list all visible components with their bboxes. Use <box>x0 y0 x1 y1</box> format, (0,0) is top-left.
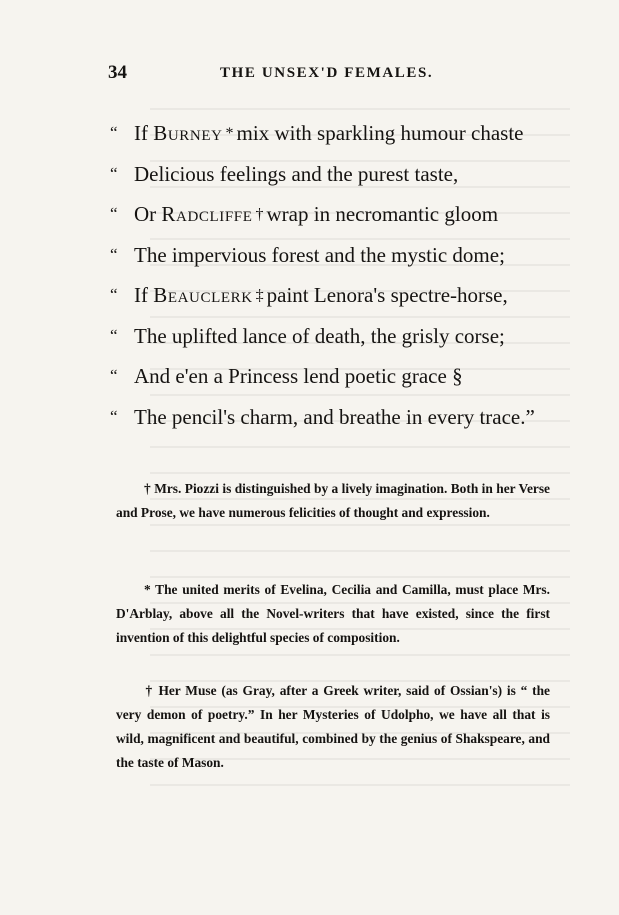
quote-mark: “ <box>110 366 118 385</box>
verse-line <box>110 405 570 446</box>
verse-text: Or Radcliffe † wrap in necromantic gloom <box>134 202 499 226</box>
footnote <box>116 679 550 775</box>
poet-name: Beauclerk <box>153 283 253 307</box>
quote-mark: “ <box>110 123 118 142</box>
verse-text: And e'en a Princess lend poetic grace § <box>134 364 463 388</box>
footnote-mark: † <box>144 683 154 698</box>
footnote-text: Mrs. Piozzi is distinguished by a lively imagination. Both in her Verse and Prose, we have numerous felicities of thought and expression. <box>116 481 550 520</box>
quote-mark: “ <box>110 244 118 264</box>
footnote <box>116 578 550 650</box>
verse-text: Delicious feelings and the purest taste, <box>134 161 459 186</box>
verse-text: The impervious forest and the mystic dome; <box>134 242 505 267</box>
verse-line <box>110 243 570 284</box>
footnote-text: Her Muse (as Gray, after a Greek writer, said of Ossian's) is “ the very demon of poetry.” In her Mysteries of Udolpho, we have all that is wild, magnificent and beautiful, combined by the genius of Shakspeare, and the taste of Mason. <box>116 683 550 770</box>
footnote-mark: ‡ <box>255 287 264 304</box>
verse-line <box>110 324 570 365</box>
poet-name: Radcliffe <box>161 202 253 226</box>
footnote-mark: † <box>255 206 264 223</box>
page-header <box>108 62 528 88</box>
verse-line <box>110 202 570 243</box>
quote-mark: “ <box>110 163 118 183</box>
footnote-mark: * <box>225 125 234 142</box>
quote-mark: “ <box>110 325 118 345</box>
poet-name: Burney <box>153 121 223 145</box>
verse-text: The pencil's charm, and breathe in every trace.” <box>134 404 535 429</box>
quote-mark: “ <box>110 204 118 223</box>
quote-mark: “ <box>110 285 118 304</box>
verse-line <box>110 283 570 324</box>
footnote-mark: † <box>144 481 151 496</box>
footnote-mark: * <box>144 582 151 597</box>
footnote <box>116 477 550 525</box>
verse-line <box>110 162 570 203</box>
verse-line <box>110 364 570 405</box>
verse-block <box>110 121 570 445</box>
verse-text: The uplifted lance of death, the grisly corse; <box>134 323 505 348</box>
quote-mark: “ <box>110 406 118 426</box>
verse-line <box>110 121 570 162</box>
verse-text: If Burney * mix with sparkling humour chaste <box>134 121 524 145</box>
verse-text: If Beauclerk ‡ paint Lenora's spectre-horse, <box>134 283 508 307</box>
running-title: THE UNSEX'D FEMALES. <box>220 65 434 81</box>
page-number: 34 <box>108 62 127 83</box>
footnote-text: The united merits of Evelina, Cecilia and Camilla, must place Mrs. D'Arblay, above all the Novel-writers that have existed, since the first invention of this delightful species of composition. <box>116 582 550 645</box>
